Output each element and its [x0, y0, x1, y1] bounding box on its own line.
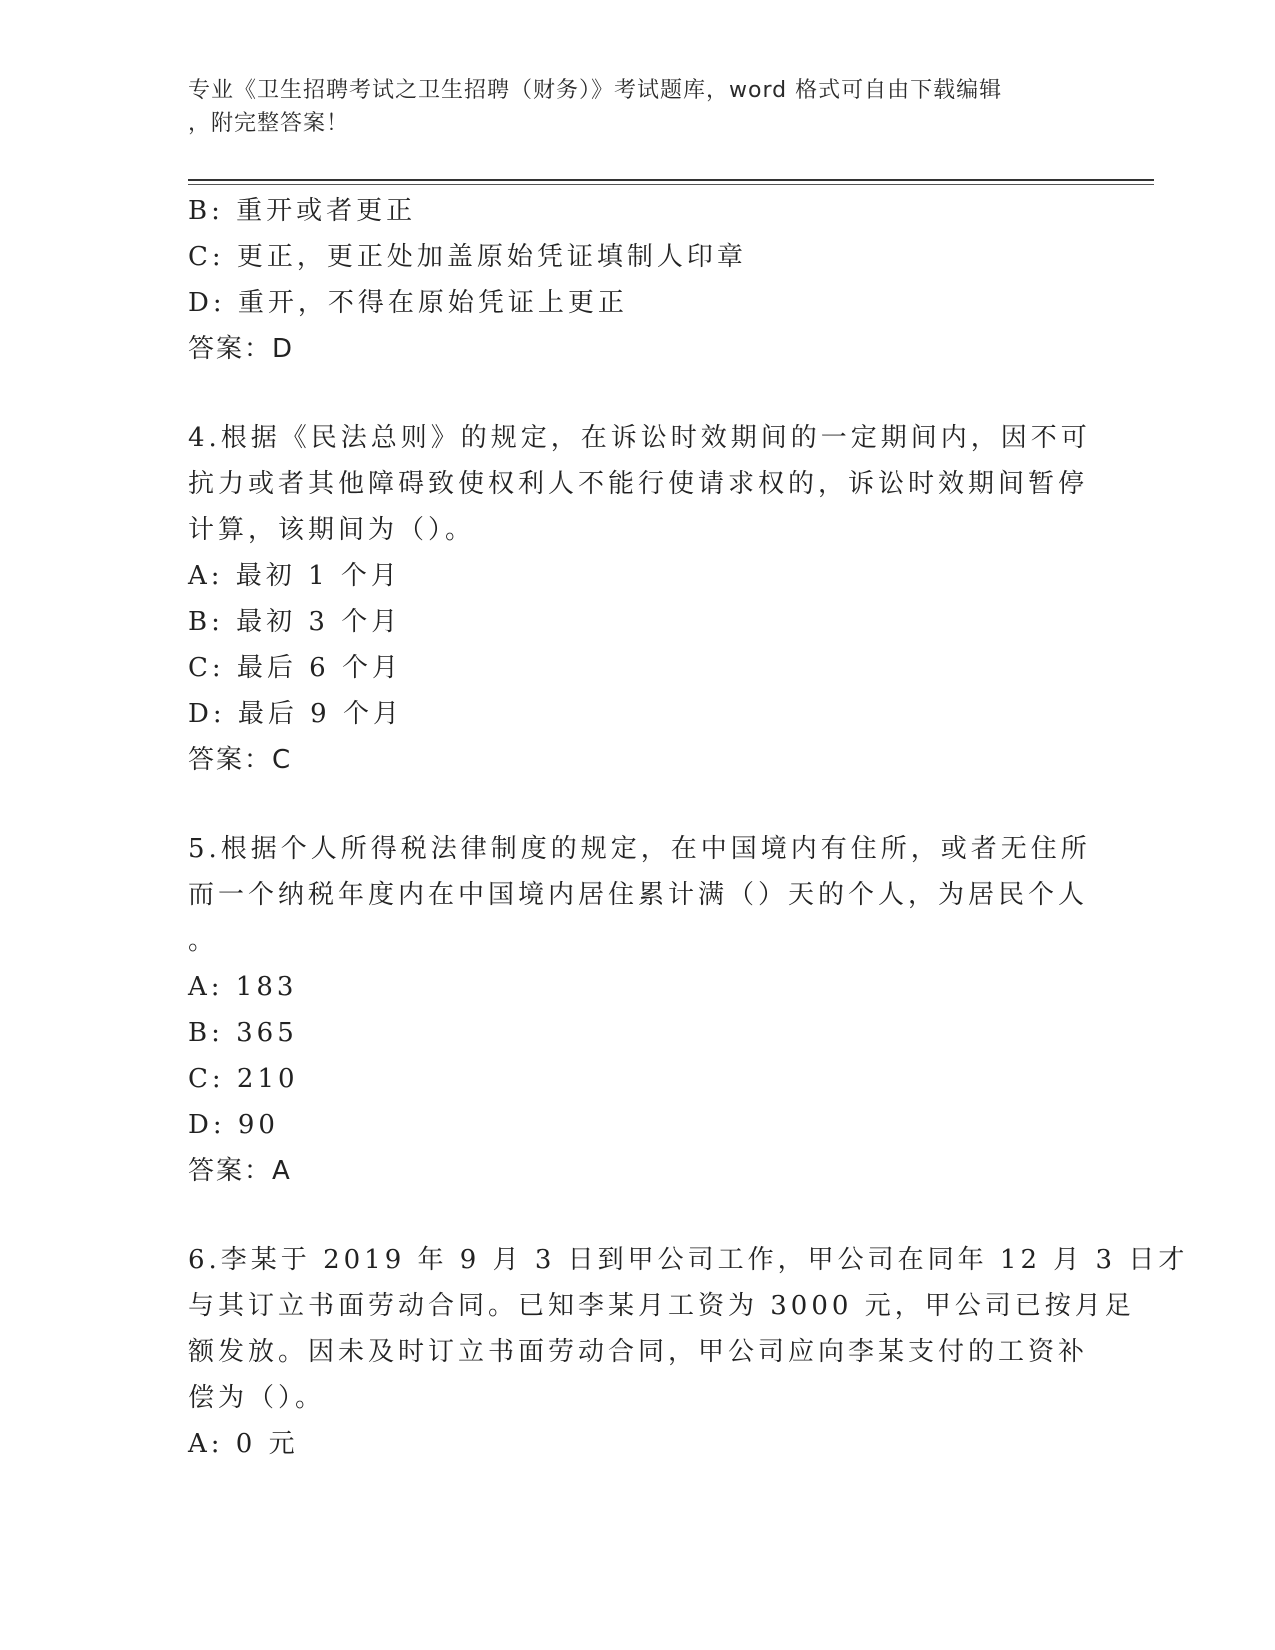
- question-stem-line: 。: [188, 926, 219, 956]
- document-header: [188, 74, 1088, 140]
- header-divider-thin: [188, 184, 1154, 185]
- question-stem-line: 计算，该期间为（）。: [188, 515, 476, 545]
- spacer: [188, 1194, 1088, 1237]
- option-a: A: 183: [188, 972, 298, 1002]
- question-3: [188, 188, 1088, 372]
- header-line-1: 专业《卫生招聘考试之卫生招聘（财务）》考试题库，word 格式可自由下载编辑: [188, 78, 1003, 103]
- option-a: A: 最初 1 个月: [188, 561, 401, 591]
- spacer: [188, 372, 1088, 415]
- answer-label: 答案：D: [188, 334, 295, 364]
- question-stem-line: 而一个纳税年度内在中国境内居住累计满（）天的个人，为居民个人: [188, 880, 1089, 910]
- question-list: [188, 188, 1189, 1467]
- option-b: B: 最初 3 个月: [188, 607, 402, 637]
- question-stem-line: 抗力或者其他障碍致使权利人不能行使请求权的，诉讼时效期间暂停: [188, 469, 1089, 499]
- option-b: B: 重开或者更正: [188, 196, 417, 226]
- question-stem-line: 额发放。因未及时订立书面劳动合同，甲公司应向李某支付的工资补: [188, 1337, 1089, 1367]
- option-a: A: 0 元: [188, 1429, 299, 1459]
- question-stem-line: 6.李某于 2019 年 9 月 3 日到甲公司工作，甲公司在同年 12 月 3 日才: [188, 1245, 1189, 1275]
- option-c: C: 210: [188, 1064, 299, 1094]
- question-stem-line: 偿为（）。: [188, 1383, 326, 1413]
- answer-label: 答案：A: [188, 1156, 292, 1186]
- question-6: [188, 1237, 1189, 1467]
- option-c: C: 最后 6 个月: [188, 653, 402, 683]
- header-line-2: ，附完整答案！: [188, 111, 350, 136]
- question-5: [188, 826, 1091, 1194]
- option-b: B: 365: [188, 1018, 298, 1048]
- question-stem-line: 4.根据《民法总则》的规定，在诉讼时效期间的一定期间内，因不可: [188, 423, 1091, 453]
- answer-label: 答案：C: [188, 745, 293, 775]
- option-c: C: 更正，更正处加盖原始凭证填制人印章: [188, 242, 747, 272]
- option-d: D: 重开，不得在原始凭证上更正: [188, 288, 628, 318]
- spacer: [188, 783, 1088, 826]
- header-divider-thick: [188, 179, 1154, 181]
- option-d: D: 最后 9 个月: [188, 699, 403, 729]
- question-stem-line: 5.根据个人所得税法律制度的规定，在中国境内有住所，或者无住所: [188, 834, 1091, 864]
- question-stem-line: 与其订立书面劳动合同。已知李某月工资为 3000 元，甲公司已按月足: [188, 1291, 1135, 1321]
- option-d: D: 90: [188, 1110, 279, 1140]
- question-4: [188, 415, 1091, 783]
